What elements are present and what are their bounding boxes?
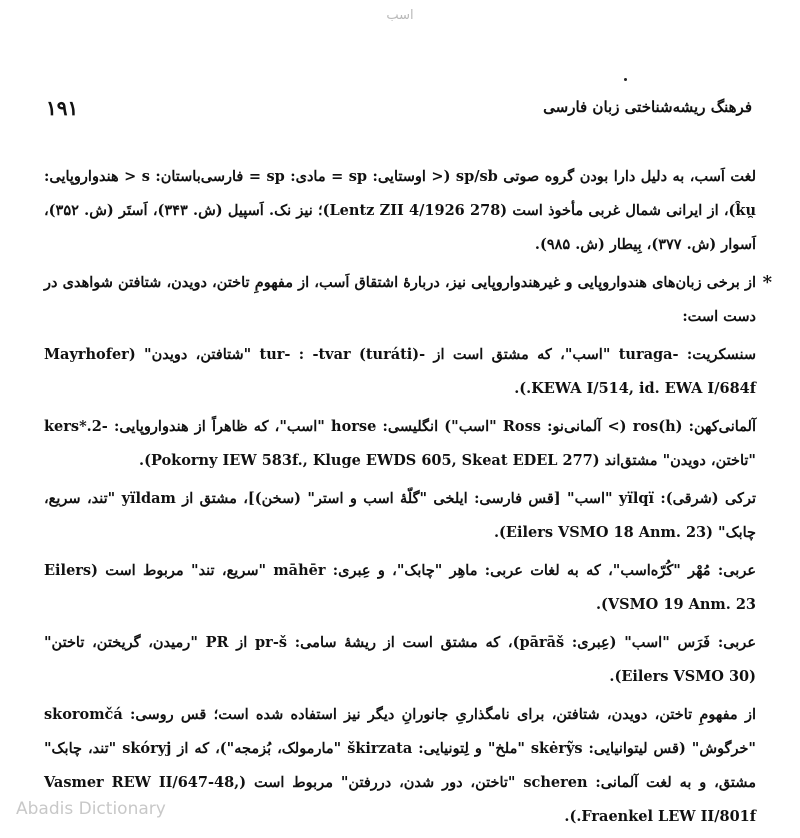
paragraph-russian: از مفهومِ تاختن، دویدن، شتافتن، برای نامگذاریِ جانورانِ دیگر نیز استفاده شده است؛ قس روسی: skoromčá "خرگوش" (قس لیتوانیایی: skėrỹs "ملخ" و لِتونیایی: škirzata "مارمولک، بُزمجه")، که از skóryj "تند، چابک" مشتق، و به لغت آلمانی: scheren "تاختن، دور شدن، دررفتن" مربوط است (Vasmer REW II/647-48, Fraenkel LEW II/801f.).: [44, 706, 757, 825]
paragraph-etymology: لغت اَسب، به دلیل دارا بودن گروه صوتی sp/sb (< اوستایی: sp = مادی: sp = فارسی‌باستان: s < هندواروپایی: k̑u̯)، از ایرانی شمال غربی مأخوذ است (Lentz ZII 4/1926 278)؛ نیز نک. اَسپیل (ش. ۳۴۳)، اَستَر (ش. ۳۵۲)، اَسوار (ش. ۳۷۷)، بِیطار (ش. ۹۸۵).: [44, 168, 757, 253]
page-number: ۱۹۱: [46, 96, 79, 120]
running-head: فرهنگ ریشه‌شناختی زبان فارسی: [543, 98, 752, 116]
star-marker: *: [762, 272, 772, 293]
headword-title: اسب: [386, 8, 414, 23]
paragraph-old-german: آلمانی‌کهن: (h)ros (> آلمانی‌نو: Ross "اسب") انگلیسی: horse "اسب"، که ظاهراً از هندواروپایی: -kers*.2 "تاختن، دویدن" مشتق‌اند (Pokorny IEW 583f., Kluge EWDS 605, Skeat EDEL 277).: [44, 418, 756, 469]
paragraph-arabic-mohr: عربی: مُهْر "کُرّه‌اسب"، که به لغات عربی: ماهِر "چابک"، و عِبری: māhēr "سریع، تند" مربوط است (Eilers VSMO 19 Anm. 23).: [44, 562, 756, 613]
paragraph-intro: [44, 266, 772, 334]
entry-body: [44, 160, 772, 838]
paragraph-sanskrit: سنسکریت: -turaga "اسب"، که مشتق است از -tur- : -tvar (turáti) "شتافتن، دویدن" (Mayrhofer KEWA I/514, id. EWA I/684f.).: [44, 346, 756, 397]
paragraph-arabic-faras: عربی: فَرَس "اسب" (عِبری: pārāš)، که مشتق است از ریشهٔ سامی: pr-š از PR "رمیدن، گریختن، تاختن" (Eilers VSMO 30).: [44, 634, 756, 685]
paragraph-intro-text: از برخی زبان‌های هندواروپایی و غیرهندواروپایی نیز، دربارهٔ اشتقاق اَسب، از مفهومِ تاختن، دویدن، شتافتن شواهدی در دست است:: [44, 274, 756, 325]
decorative-dot: [624, 78, 627, 81]
watermark: Abadis Dictionary: [16, 799, 166, 819]
paragraph-turkic: ترکی (شرقی): yïlqï "اسب" [قس فارسی: ایلخی "گلّهٔ اسب و استر" (سخن)]، مشتق از yïldam "تند، سریع، چابک" (Eilers VSMO 18 Anm. 23).: [44, 490, 756, 541]
